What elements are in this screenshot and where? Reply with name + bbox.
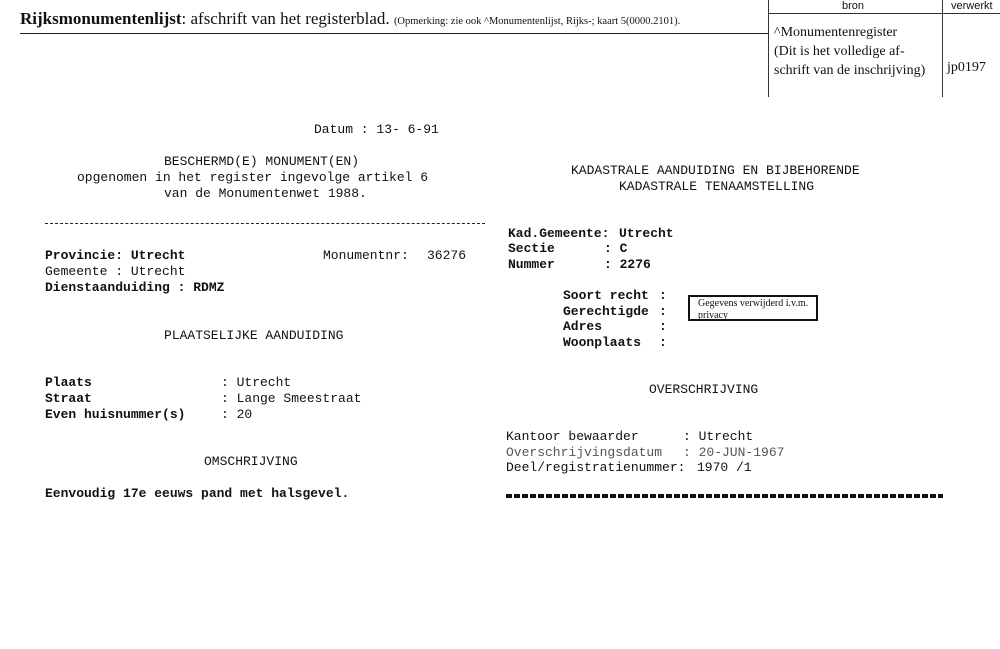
adres-label: Adres — [563, 319, 603, 334]
heading-line-3: van de Monumentenwet 1988. — [164, 186, 367, 201]
title-subtitle: : afschrift van het registerblad. — [181, 9, 390, 28]
deel-value: 1970 /1 — [697, 460, 752, 475]
overschrijvingsdatum-value: : 20-JUN-1967 — [683, 445, 785, 460]
woonplaats-value: : — [659, 335, 667, 350]
dienstaanduiding: Dienstaanduiding : RDMZ — [45, 280, 225, 295]
title-rule — [20, 33, 768, 34]
woonplaats-label: Woonplaats — [563, 335, 642, 350]
title-strong: Rijksmonumentenlijst — [20, 9, 182, 28]
col-verwerkt-label: verwerkt — [951, 0, 993, 12]
deel-label: Deel/registratienummer: — [506, 460, 686, 475]
separator-line — [45, 223, 485, 224]
gerechtigde-label: Gerechtigde — [563, 304, 649, 319]
separator-line-right — [506, 494, 943, 498]
kad-gemeente-label: Kad.Gemeente: — [508, 226, 610, 241]
privacy-notice-box: Gegevens verwijderd i.v.m. privacy — [688, 295, 818, 321]
provincie: Provincie: Utrecht — [45, 248, 186, 263]
title-note: (Opmerking: zie ook ^Monumentenlijst, Rijks-; kaart 5(0000.2101). — [393, 16, 681, 27]
straat-value: : Lange Smeestraat — [221, 391, 362, 406]
bron-line: (Dit is het volledige af- — [774, 44, 905, 59]
soort-recht-value: : — [659, 288, 667, 303]
omschrijving-text: Eenvoudig 17e eeuws pand met halsgevel. — [45, 486, 350, 501]
straat-label: Straat — [45, 391, 92, 406]
gerechtigde-value: : — [659, 304, 667, 319]
bron-line: ^Monumentenregister — [774, 25, 898, 40]
plaats-heading: PLAATSELIJKE AANDUIDING — [164, 328, 344, 343]
omschrijving-heading: OMSCHRIJVING — [204, 454, 298, 469]
huisnummer-label: Even huisnummer(s) — [45, 407, 186, 422]
kad-gemeente-value: Utrecht — [619, 226, 674, 241]
huisnummer-value: : 20 — [221, 407, 253, 422]
kad-heading-1: KADASTRALE AANDUIDING EN BIJBEHORENDE — [571, 163, 860, 178]
nummer-value: : 2276 — [604, 257, 651, 272]
monumentnr-value: 36276 — [427, 248, 467, 263]
bron-text — [774, 23, 925, 80]
source-box-header-line — [768, 13, 1000, 14]
heading-line-2: opgenomen in het register ingevolge artikel 6 — [77, 170, 429, 185]
heading-line-1: BESCHERMD(E) MONUMENT(EN) — [164, 154, 360, 169]
bron-line: schrift van de inschrijving) — [774, 63, 926, 78]
sectie-label: Sectie — [508, 241, 555, 256]
overschrijving-heading: OVERSCHRIJVING — [649, 382, 759, 397]
overschrijvingsdatum-label: Overschrijvingsdatum — [506, 445, 663, 460]
col-bron-label: bron — [842, 0, 865, 12]
source-box-divider — [942, 0, 943, 97]
register-title — [20, 9, 680, 29]
datum: Datum : 13- 6-91 — [314, 122, 439, 137]
plaats-value: : Utrecht — [221, 375, 292, 390]
verwerkt-code: jp0197 — [947, 60, 986, 75]
kad-heading-2: KADASTRALE TENAAMSTELLING — [619, 179, 815, 194]
adres-value: : — [659, 319, 667, 334]
gemeente: Gemeente : Utrecht — [45, 264, 186, 279]
kantoor-label: Kantoor bewaarder — [506, 429, 639, 444]
sectie-value: : C — [604, 241, 628, 256]
soort-recht-label: Soort recht — [563, 288, 649, 303]
monumentnr-label: Monumentnr: — [323, 248, 409, 263]
kantoor-value: : Utrecht — [683, 429, 754, 444]
nummer-label: Nummer — [508, 257, 555, 272]
plaats-label: Plaats — [45, 375, 92, 390]
